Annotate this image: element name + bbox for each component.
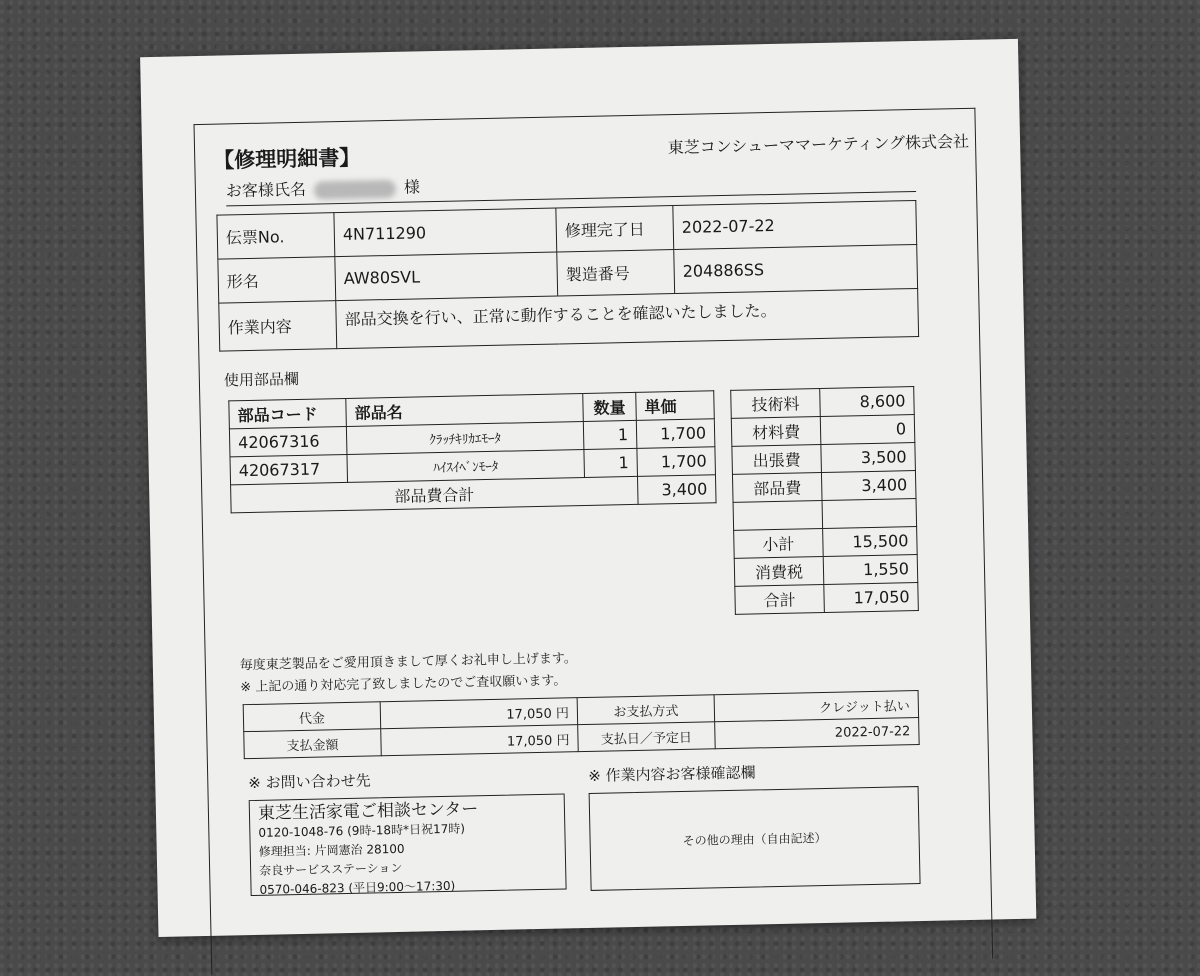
slip-no-label: 伝票No. <box>217 213 335 259</box>
thanks-message: 毎度東芝製品をご愛用頂きまして厚くお礼申し上げます。 <box>239 651 577 674</box>
completion-date-label: 修理完了日 <box>556 206 674 252</box>
model-value: AW80SVL <box>335 252 558 301</box>
parts-total-value: 3,400 <box>637 475 716 505</box>
parts-header-qty: 数量 <box>583 392 637 421</box>
part-price: 1,700 <box>637 447 716 477</box>
fee-summary-table <box>730 386 919 615</box>
confirm-heading: ※ 作業内容お客様確認欄 <box>588 763 756 785</box>
repair-staff: 修理担当: 片岡憲治 28100 <box>258 841 405 859</box>
part-code: 42067317 <box>230 454 348 484</box>
model-label: 形名 <box>218 257 336 303</box>
fee-value <box>822 499 917 529</box>
customer-confirm-box <box>589 786 921 891</box>
customer-label: お客様氏名 <box>225 179 307 201</box>
repair-info-table <box>216 200 919 352</box>
part-qty: 1 <box>583 420 637 449</box>
company-name: 東芝コンシューママーケティング株式会社 <box>667 131 970 158</box>
contact-center-name: 東芝生活家電ご相談センター <box>257 799 479 824</box>
serial-value: 204886SS <box>674 244 918 293</box>
slip-no-value: 4N711290 <box>334 208 557 257</box>
honorific: 様 <box>403 177 421 197</box>
fee-label: 部品費 <box>732 473 822 503</box>
payment-date-label: 支払日／予定日 <box>578 722 716 752</box>
fee-label <box>733 501 823 531</box>
fee-value: 8,600 <box>820 387 915 417</box>
fee-label: 技術料 <box>731 389 821 419</box>
work-label: 作業内容 <box>219 301 337 351</box>
fee-value: 1,550 <box>823 555 918 585</box>
repair-statement-paper <box>140 39 1036 937</box>
contact-box <box>249 793 567 896</box>
parts-header-code: 部品コード <box>229 398 347 428</box>
parts-section-label: 使用部品欄 <box>223 369 300 390</box>
contact-phone: 0120-1048-76 (9時-18時*日祝17時) <box>258 821 466 840</box>
payment-date-value: 2022-07-22 <box>715 718 920 749</box>
payment-table <box>243 690 920 759</box>
work-description: 部品交換を行い、正常に動作することを確認いたしました。 <box>336 288 919 348</box>
payment-method-value: クレジット払い <box>714 691 919 722</box>
paid-amount-label: 支払金額 <box>244 729 382 759</box>
part-name: ｸﾗｯﾁｷﾘｶｴﾓｰﾀ <box>346 421 584 454</box>
document-title: 【修理明細書】 <box>213 145 361 173</box>
completion-note: ※ 上記の通り対応完了致しましたのでご査収願います。 <box>240 673 567 696</box>
confirm-text: その他の理由（自由記述） <box>682 830 827 848</box>
part-code: 42067316 <box>229 426 347 456</box>
amount-value: 17,050 円 <box>380 698 578 729</box>
fee-value: 17,050 <box>824 583 919 613</box>
parts-total-label: 部品費合計 <box>231 476 638 513</box>
fee-label: 合計 <box>735 584 825 614</box>
part-name: ﾊｲｽｲﾍﾞﾝﾓｰﾀ <box>347 449 585 482</box>
part-qty: 1 <box>584 448 638 477</box>
service-station: 奈良サービスステーション <box>259 860 403 878</box>
fee-label: 出張費 <box>732 445 822 475</box>
parts-table <box>228 390 716 513</box>
amount-label: 代金 <box>243 702 381 732</box>
contact-heading: ※ お問い合わせ先 <box>248 771 371 793</box>
fee-value: 0 <box>820 415 915 445</box>
fee-value: 3,400 <box>821 471 916 501</box>
fee-value: 15,500 <box>823 527 918 557</box>
parts-header-price: 単価 <box>636 391 715 421</box>
parts-header-name: 部品名 <box>346 393 584 426</box>
payment-method-label: お支払方式 <box>577 695 715 725</box>
redacted-name <box>314 179 396 199</box>
fee-value: 3,500 <box>821 443 916 473</box>
fee-label: 小計 <box>734 529 824 559</box>
station-phone: 0570-046-823 (平日9:00～17:30) <box>259 878 456 897</box>
statement-frame <box>194 108 994 975</box>
part-price: 1,700 <box>636 419 715 449</box>
serial-label: 製造番号 <box>557 250 675 296</box>
completion-date-value: 2022-07-22 <box>673 200 917 249</box>
paid-amount-value: 17,050 円 <box>381 725 579 756</box>
fee-label: 消費税 <box>734 556 824 586</box>
fee-label: 材料費 <box>731 417 821 447</box>
